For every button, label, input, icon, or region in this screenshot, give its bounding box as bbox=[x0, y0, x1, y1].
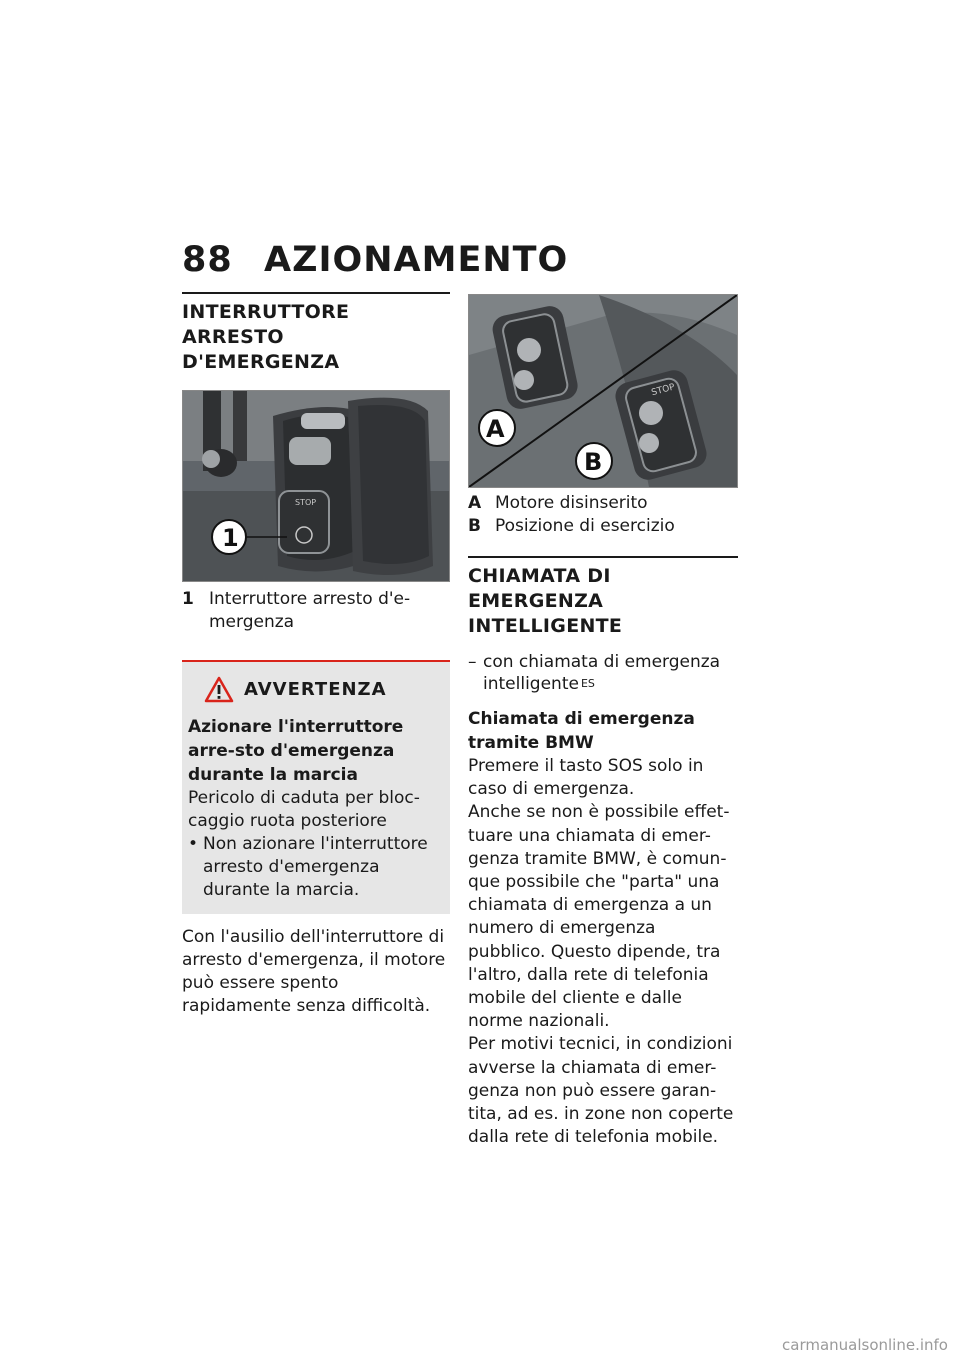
switch-positions-illustration bbox=[469, 295, 737, 487]
page-header bbox=[182, 240, 568, 280]
section-title-kill-switch: INTERRUTTORE ARRESTO D'EMERGENZA bbox=[182, 301, 350, 373]
stop-label-b: STOP bbox=[650, 382, 677, 399]
subsection-title: Chiamata di emergenza tramite BMW bbox=[468, 709, 695, 753]
kill-switch-illustration bbox=[183, 391, 449, 581]
paragraph: Per motivi tecnici, in condizioni avverse la chiamata di emer-genza non può essere garan-tita, ad es. in zone non coperte dalla rete di telefonia mobile. bbox=[468, 1034, 734, 1148]
section-rule bbox=[182, 292, 450, 294]
chapter-title: AZIONAMENTO bbox=[264, 240, 569, 280]
paragraph: Premere il tasto SOS solo in caso di emergenza. bbox=[468, 756, 704, 800]
legend-item: 1 Interruttore arresto d'e-mergenza bbox=[182, 589, 411, 632]
switch-positions-photo bbox=[468, 294, 738, 488]
dash-icon: – bbox=[468, 652, 477, 672]
kill-switch-description: Con l'ausilio dell'interruttore di arresto d'emergenza, il motore può essere spento rapidamente senza difficoltà. bbox=[182, 927, 446, 1016]
section-rule bbox=[468, 556, 738, 558]
legend-item: A Motore disinserito bbox=[468, 493, 648, 513]
warning-box bbox=[182, 660, 450, 914]
bullet-icon: • bbox=[188, 834, 199, 854]
right-column bbox=[468, 294, 738, 1149]
photo-callout-1: 1 bbox=[222, 524, 239, 552]
photo-callout-b: B bbox=[584, 448, 603, 476]
warning-bullet: • Non azionare l'interruttore arresto d'emergenza durante la marcia. bbox=[188, 834, 428, 900]
watermark: carmanualsonline.info bbox=[782, 1336, 948, 1354]
paragraph: Anche se non è possibile effet-tuare una chiamata di emer-genza tramite BMW, è comun-que possibile che "parta" una chiamata di emergenza a un numero di emergenza pubblico. Questo dipende, tra l'altro, dalla rete di telefonia mobile del cliente e dalle norme nazionali. bbox=[468, 802, 730, 1032]
warning-heading: AVVERTENZA bbox=[204, 676, 442, 703]
warning-title: Azionare l'interruttore arre-sto d'emergenza durante la marcia bbox=[188, 717, 404, 785]
legend-item: B Posizione di esercizio bbox=[468, 516, 675, 536]
left-column bbox=[182, 292, 450, 1018]
section-title-emergency-call: CHIAMATA DI EMERGENZA INTELLIGENTE bbox=[468, 565, 623, 637]
equipment-note: – con chiamata di emergenza intelligente $^{ES}$ bbox=[468, 652, 721, 694]
stop-label: STOP bbox=[295, 498, 317, 507]
kill-switch-photo bbox=[182, 390, 450, 582]
equipment-code: ES bbox=[580, 677, 595, 690]
warning-text: Pericolo di caduta per bloc-caggio ruota posteriore bbox=[188, 788, 420, 831]
warning-triangle-icon bbox=[204, 676, 234, 703]
photo-callout-a: A bbox=[486, 415, 505, 443]
page-number: 88 bbox=[182, 240, 233, 280]
